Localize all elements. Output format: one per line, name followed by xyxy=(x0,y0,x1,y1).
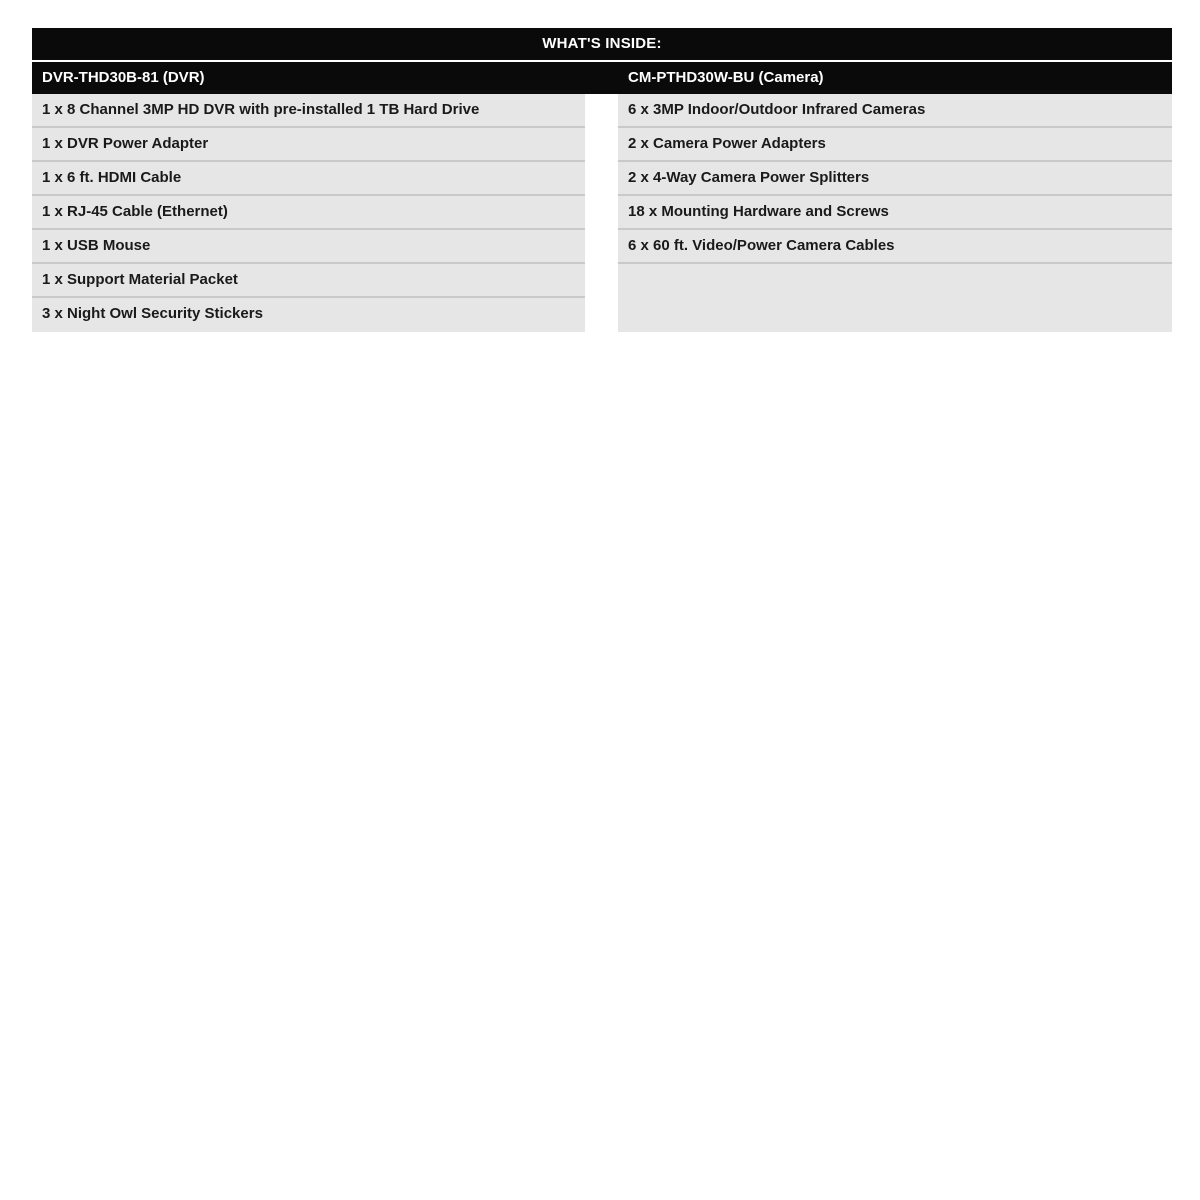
list-item: 1 x Support Material Packet xyxy=(32,264,585,298)
list-item: 3 x Night Owl Security Stickers xyxy=(42,305,263,322)
list-item: 1 x DVR Power Adapter xyxy=(32,128,585,162)
list-item: 1 x USB Mouse xyxy=(32,230,585,264)
list-item: 2 x 4-Way Camera Power Splitters xyxy=(618,162,1172,196)
list-item: 1 x 6 ft. HDMI Cable xyxy=(32,162,585,196)
list-item: 6 x 3MP Indoor/Outdoor Infrared Cameras xyxy=(618,94,1172,128)
dvr-items-list xyxy=(32,94,585,332)
camera-column-header: CM-PTHD30W-BU (Camera) xyxy=(628,69,824,86)
list-item: 2 x Camera Power Adapters xyxy=(618,128,1172,162)
column-header-row xyxy=(32,62,1172,94)
list-item: 1 x 8 Channel 3MP HD DVR with pre-installed 1 TB Hard Drive xyxy=(32,94,585,128)
whats-inside-table xyxy=(32,28,1172,334)
list-item: 18 x Mounting Hardware and Screws xyxy=(618,196,1172,230)
list-item: 6 x 60 ft. Video/Power Camera Cables xyxy=(618,230,1172,264)
list-item: 1 x RJ-45 Cable (Ethernet) xyxy=(32,196,585,230)
columns-body xyxy=(32,94,1172,334)
dvr-column-header: DVR-THD30B-81 (DVR) xyxy=(42,69,205,86)
camera-items-list xyxy=(618,94,1172,332)
table-title: WHAT'S INSIDE: xyxy=(32,28,1172,60)
